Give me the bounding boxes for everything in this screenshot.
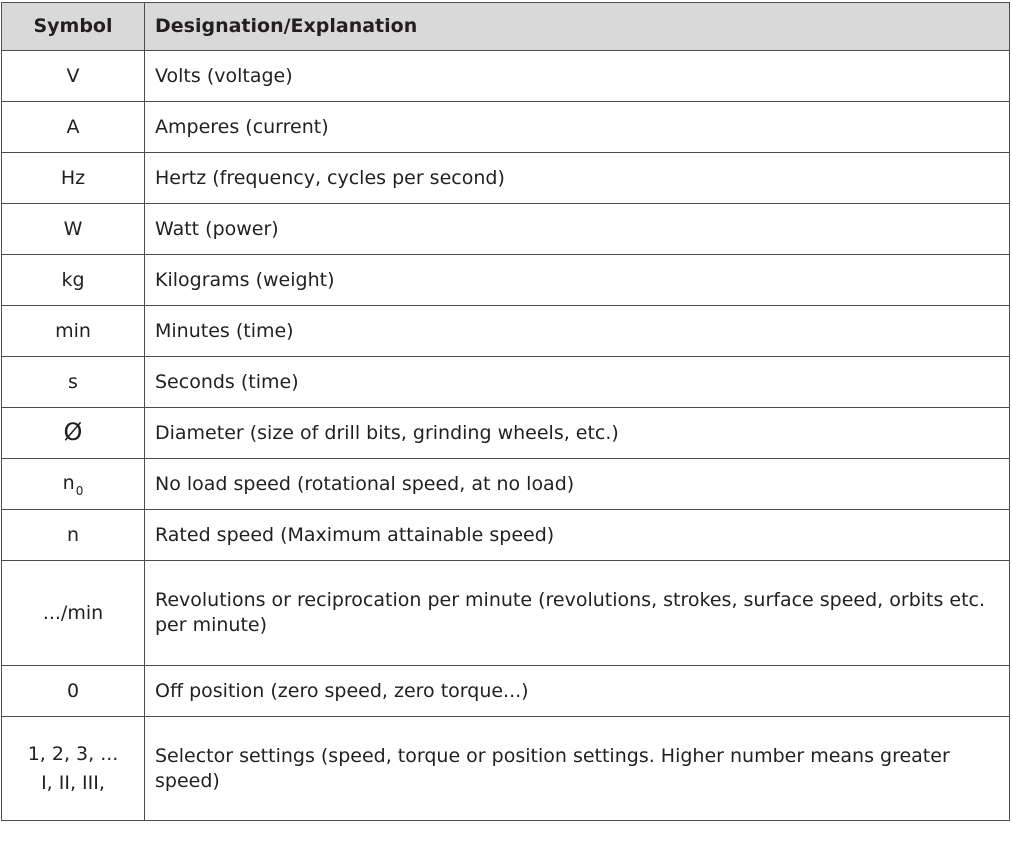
symbol-main: n <box>62 471 75 494</box>
symbol-cell: .../min <box>2 561 145 666</box>
table-row <box>2 51 1010 102</box>
explanation-cell: Diameter (size of drill bits, grinding wheels, etc.) <box>145 408 1010 459</box>
table-row <box>2 717 1010 821</box>
table-header-row <box>2 3 1010 51</box>
explanation-cell: Watt (power) <box>145 204 1010 255</box>
table-row <box>2 357 1010 408</box>
table-row <box>2 204 1010 255</box>
table-row <box>2 153 1010 204</box>
symbol-subscript: 0 <box>75 483 84 498</box>
symbol-cell <box>2 717 145 821</box>
table-row <box>2 510 1010 561</box>
explanation-cell: Minutes (time) <box>145 306 1010 357</box>
explanation-cell: Volts (voltage) <box>145 51 1010 102</box>
header-symbol: Symbol <box>2 3 145 51</box>
table-row <box>2 459 1010 510</box>
explanation-cell: Seconds (time) <box>145 357 1010 408</box>
symbol-line-arabic: 1, 2, 3, ... <box>27 742 119 765</box>
symbol-cell: V <box>2 51 145 102</box>
explanation-cell: Amperes (current) <box>145 102 1010 153</box>
symbol-cell: 0 <box>2 666 145 717</box>
table-row <box>2 408 1010 459</box>
table-row <box>2 102 1010 153</box>
symbol-cell: kg <box>2 255 145 306</box>
explanation-cell: Hertz (frequency, cycles per second) <box>145 153 1010 204</box>
symbol-cell: W <box>2 204 145 255</box>
explanation-cell: No load speed (rotational speed, at no load) <box>145 459 1010 510</box>
symbols-table <box>1 2 1010 821</box>
symbol-cell: A <box>2 102 145 153</box>
symbol-cell: s <box>2 357 145 408</box>
explanation-cell: Rated speed (Maximum attainable speed) <box>145 510 1010 561</box>
header-explanation: Designation/Explanation <box>145 3 1010 51</box>
explanation-cell: Kilograms (weight) <box>145 255 1010 306</box>
symbol-line-roman: I, II, III, <box>41 771 105 794</box>
explanation-cell: Selector settings (speed, torque or position settings. Higher number means greater speed) <box>145 717 1010 821</box>
symbol-cell: min <box>2 306 145 357</box>
explanation-cell: Revolutions or reciprocation per minute (revolutions, strokes, surface speed, orbits etc. per minute) <box>145 561 1010 666</box>
explanation-cell: Off position (zero speed, zero torque...) <box>145 666 1010 717</box>
table-row <box>2 561 1010 666</box>
diameter-symbol: Ø <box>63 417 83 446</box>
symbol-cell <box>2 459 145 510</box>
symbol-cell <box>2 408 145 459</box>
table-row <box>2 255 1010 306</box>
symbol-cell: n <box>2 510 145 561</box>
table-row <box>2 306 1010 357</box>
symbol-cell: Hz <box>2 153 145 204</box>
table-row <box>2 666 1010 717</box>
